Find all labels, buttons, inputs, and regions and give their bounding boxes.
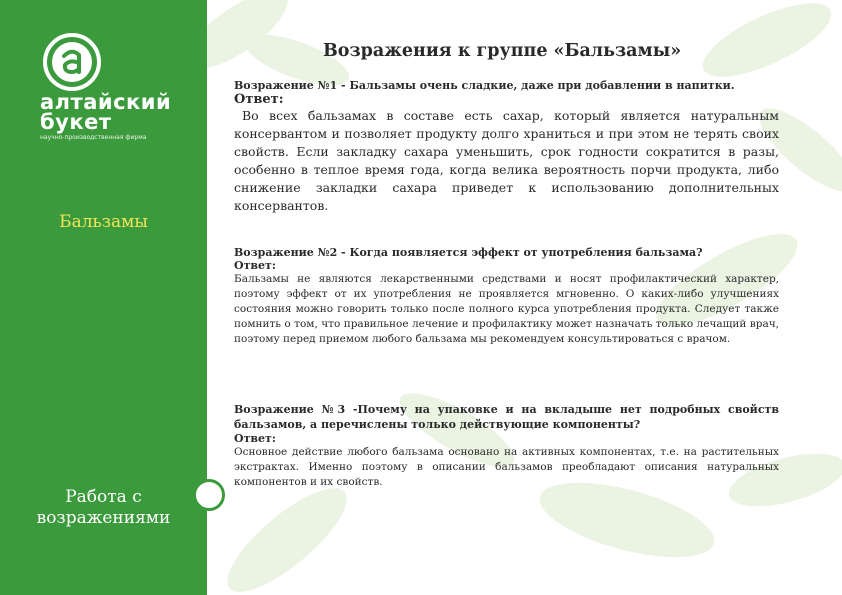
objection-block-1: [234, 79, 779, 215]
objection-answer-2: Бальзамы не являются лекарственными средствами и носят профилактический характер, поэтому эффект от их употребления не проявляется мгновенно. О каких-либо улучшениях состояния можно говорить только после полного курса употребления продукта. Следует также помнить о том, что правильное лечение и профилактику может назначать только лечащий врач, поэтому перед приемом любого бальзама мы рекомендуем консультироваться с врачом.: [234, 273, 779, 345]
brand-tagline: научно-производственная фирма: [40, 134, 147, 141]
objection-question-3: Возражение №3 -Почему на упаковке и на вкладыше нет подробных свойств бальзамов, а перечислены только действующие компоненты?: [234, 403, 779, 431]
objection-block-3: [234, 402, 779, 490]
section-label-balms: Бальзамы: [59, 212, 148, 232]
sidebar: [0, 0, 207, 595]
page-title: Возражения к группе «Бальзамы»: [323, 41, 682, 61]
objection-answer-label-1: Ответ:: [234, 92, 284, 107]
brand-name: [40, 92, 171, 141]
objection-answer-3: Основное действие любого бальзама основано на активных компонентах, т.е. на растительных экстрактах. Именно поэтому в описании бальзамов преобладают описания натуральных компонентов и их свойств.: [234, 446, 779, 488]
objection-answer-label-3: Ответ:: [234, 432, 276, 445]
objection-answer-1: Во всех бальзамах в составе есть сахар, который является натуральным консервантом и позволяет продукту долго храниться и при этом не терять своих свойств. Если закладку сахара уменьшить, срок годности сократится в разы, особенно в теплое время года, когда велика вероятность порчи продукта, либо снижение закладки сахара приведет к использованию дополнительных консервантов.: [234, 108, 779, 213]
objection-question-1: Возражение №1 - Бальзамы очень сладкие, даже при добавлении в напитки.: [234, 79, 735, 92]
brand-line2: букет: [40, 110, 112, 134]
objection-block-2: [234, 246, 779, 347]
brand-line1: алтайский: [40, 90, 172, 114]
section-label-objections: Работа с возражениями: [36, 487, 171, 528]
objection-question-2: Возражение №2 - Когда появляется эффект от употребления бальзама?: [234, 246, 703, 259]
brand-logo-icon: [42, 32, 102, 92]
objection-answer-label-2: Ответ:: [234, 259, 276, 272]
